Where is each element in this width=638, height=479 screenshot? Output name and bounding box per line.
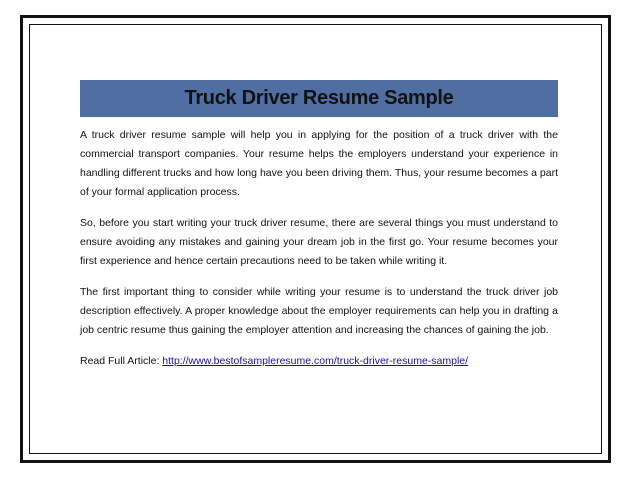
read-more-label: Read Full Article: xyxy=(80,355,163,367)
article-link[interactable]: http://www.bestofsampleresume.com/truck-driver-resume-sample/ xyxy=(162,355,469,367)
paragraph-job-description: The first important thing to consider while writing your resume is to understand the truck driver job description effectively. A proper knowledge about the employer requirements can help you in drafting a job centric resume thus gaining the employer attention and increasing the chances of gaining the job. xyxy=(80,286,558,336)
paragraph-intro: A truck driver resume sample will help you in applying for the position of a truck driver with the commercial transport companies. Your resume helps the employers understand your experience in handling different trucks and how long have you been driving them. Thus, your resume becomes a part of your formal application process. xyxy=(80,129,558,198)
read-more-line xyxy=(80,352,558,371)
title-banner xyxy=(80,80,558,117)
page-title: Truck Driver Resume Sample xyxy=(184,87,454,109)
article-body xyxy=(80,126,558,371)
paragraph-preparation: So, before you start writing your truck driver resume, there are several things you must understand to ensure avoiding any mistakes and gaining your dream job in the first go. Your resume becomes your first experience and hence certain precautions need to be taken while writing it. xyxy=(80,217,558,267)
